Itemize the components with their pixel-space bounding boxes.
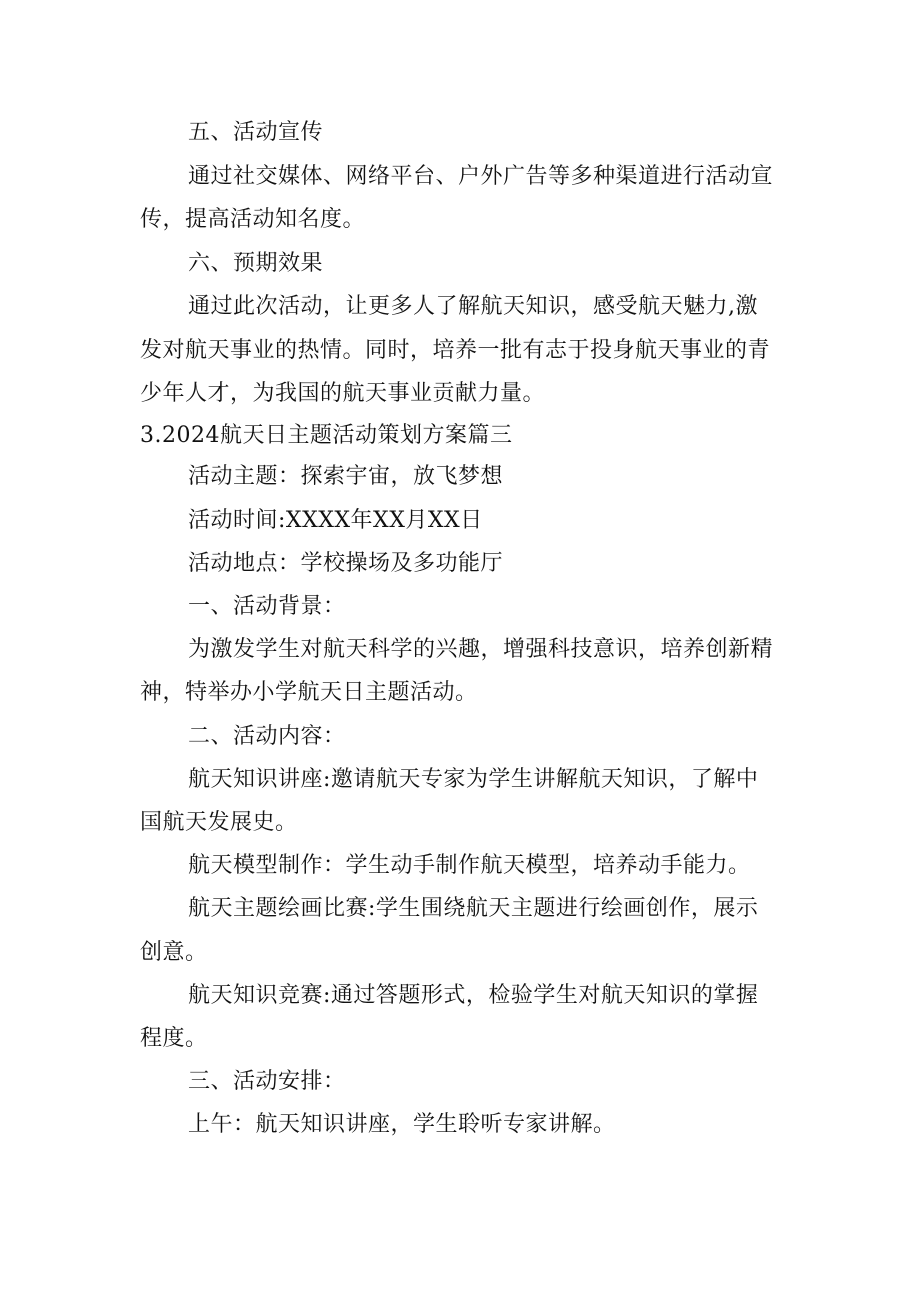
list-item: 航天主题绘画比赛:学生围绕航天主题进行绘画创作，展示 bbox=[188, 896, 759, 921]
list-item-continuation: 创意。 bbox=[140, 940, 208, 965]
list-item: 航天知识竞赛:通过答题形式，检验学生对航天知识的掌握 bbox=[188, 983, 759, 1008]
section-heading-expected-effect: 六、预期效果 bbox=[188, 251, 324, 276]
list-item: 航天模型制作：学生动手制作航天模型，培养动手能力。 bbox=[188, 853, 751, 878]
paragraph-line: 为激发学生对航天科学的兴趣，增强科技意识，培养创新精 bbox=[188, 637, 774, 662]
section-heading-schedule: 三、活动安排： bbox=[188, 1069, 346, 1094]
plan-title: 3.2024航天日主题活动策划方案篇三 bbox=[140, 423, 513, 448]
section-heading-publicity: 五、活动宣传 bbox=[188, 120, 324, 145]
list-item-continuation: 程度。 bbox=[140, 1026, 208, 1051]
paragraph-line: 通过此次活动，让更多人了解航天知识，感受航天魅力,激 bbox=[188, 294, 758, 319]
paragraph-line: 少年人才，为我国的航天事业贡献力量。 bbox=[140, 381, 546, 406]
schedule-item: 上午：航天知识讲座，学生聆听专家讲解。 bbox=[188, 1112, 616, 1137]
list-item: 航天知识讲座:邀请航天专家为学生讲解航天知识，了解中 bbox=[188, 767, 759, 792]
section-heading-content: 二、活动内容： bbox=[188, 724, 346, 749]
paragraph-line: 发对航天事业的热情。同时，培养一批有志于投身航天事业的青 bbox=[140, 338, 771, 363]
paragraph-line: 传，提高活动知名度。 bbox=[140, 207, 366, 232]
paragraph-line: 神，特举办小学航天日主题活动。 bbox=[140, 680, 478, 705]
paragraph-line: 通过社交媒体、网络平台、户外广告等多种渠道进行活动宣 bbox=[188, 164, 774, 189]
section-heading-background: 一、活动背景： bbox=[188, 594, 346, 619]
list-item-continuation: 国航天发展史。 bbox=[140, 810, 298, 835]
activity-location: 活动地点：学校操场及多功能厅 bbox=[188, 551, 504, 576]
activity-time: 活动时间:XXXX年XX月XX日 bbox=[188, 508, 483, 533]
activity-theme: 活动主题：探索宇宙，放飞梦想 bbox=[188, 464, 504, 489]
